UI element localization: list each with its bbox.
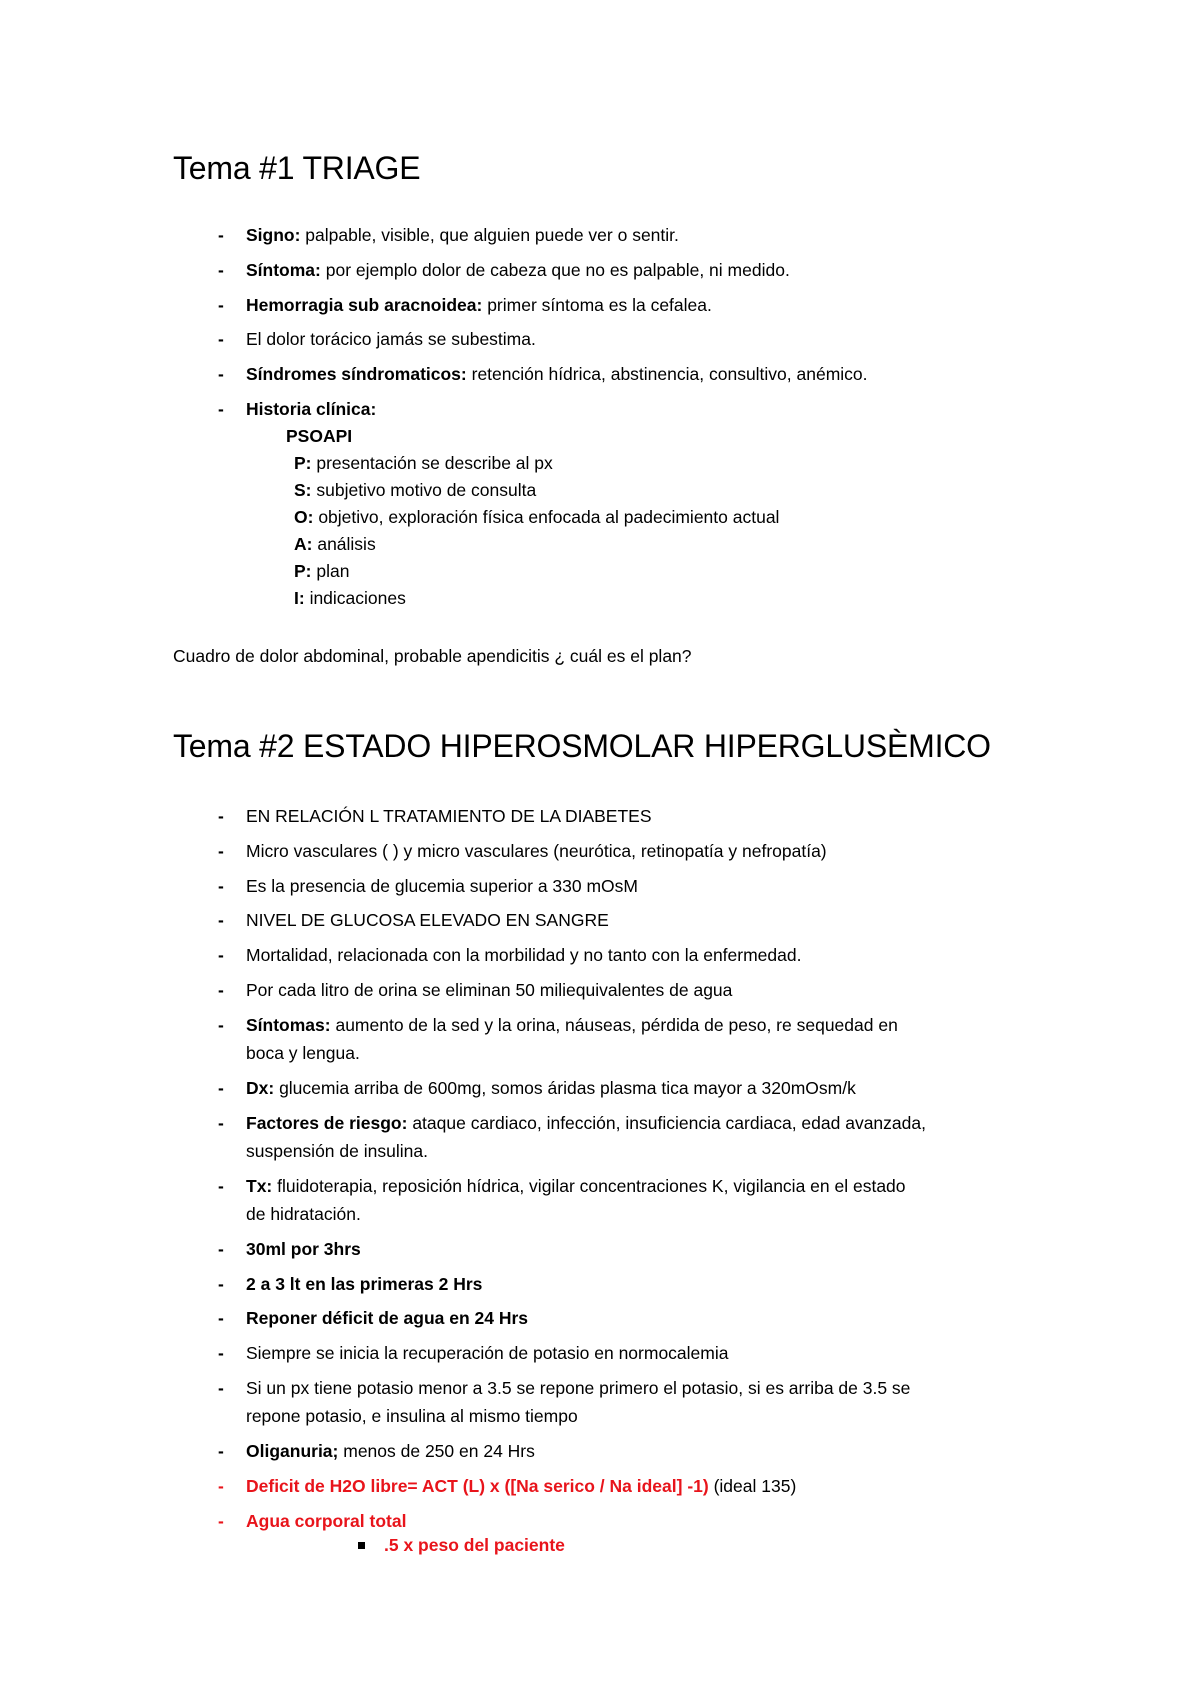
dash-bullet: - — [218, 1308, 224, 1328]
dash-bullet: - — [218, 910, 224, 930]
dash-bullet: - — [218, 1015, 224, 1035]
psoapi-item-p: P: presentación se describe al px — [294, 453, 553, 473]
dash-bullet: - — [218, 364, 224, 384]
tema2-sub-bullet: .5 x peso del paciente — [384, 1535, 565, 1555]
tema2-bullet-7: - Síntomas: aumento de la sed y la orina, náuseas, pérdida de peso, re sequedad en boca y lengua. — [218, 1011, 1018, 1067]
tema1-heading: Tema #1 TRIAGE — [173, 150, 421, 186]
dash-bullet: - — [218, 841, 224, 861]
dash-bullet: - — [218, 945, 224, 965]
dash-bullet: - — [218, 225, 224, 245]
psoapi-item-p2: P: plan — [294, 561, 350, 581]
square-bullet-icon — [358, 1542, 365, 1549]
tema2-heading: Tema #2 ESTADO HIPEROSMOLAR HIPERGLUSÈMICO — [173, 728, 991, 764]
dash-bullet: - — [218, 806, 224, 826]
tema2-bullet-10: - Tx: fluidoterapia, reposición hídrica, vigilar concentraciones K, vigilancia en el estado de hidratación. — [218, 1172, 1018, 1228]
dash-bullet: - — [218, 260, 224, 280]
tema2-bullet-15: - Si un px tiene potasio menor a 3.5 se repone primero el potasio, si es arriba de 3.5 se repone potasio, e insulina al mismo tiempo — [218, 1374, 1018, 1430]
dash-bullet: - — [218, 1176, 224, 1196]
dash-bullet: - — [218, 1113, 224, 1133]
dash-bullet: - — [218, 1239, 224, 1259]
dash-bullet: - — [218, 1378, 224, 1398]
document-page: Tema #1 TRIAGE - Signo: palpable, visible, que alguien puede ver o sentir. - Síntoma: por ejemplo dolor de cabeza que no es palpable, ni medido. - Hemorragia sub aracnoidea: primer síntoma es la cefalea. - El dolor torácico jamás se subestima. - Síndromes síndromaticos: retención hídrica, abstinencia, consultivo, anémico. - Historia clínica: PSOAPI P: presentación se describe al px S: subjetivo motivo de consulta O: objetivo, exploración física enfocada al padecimiento actual A: análisis P: plan I: indicaciones Cuadro de dolor abdominal, probable apendicitis ¿ cuál es el plan? Tema #2 ESTADO HIPEROSMOLAR HIPERGLUSÈMICO - EN RELACIÓN L TRATAMIENTO DE LA DIABETES - Micro vasculares ( ) y micro vasculares (neurótica, retinopatía y nefropatía) - Es la presencia de glucemia superior a 330 mOsM - NIVEL DE GLUCOSA ELEVADO EN SANGRE - Mortalidad, relacionada con la morbilidad y no tanto con la enfermedad. - Por cada litro de orina se eliminan 50 miliequivalentes de agua - Síntomas: aumento de la sed y la orina, náuseas, pérdida de peso, re sequedad en boca y lengua. - Dx: glucemia arriba de 600mg, somos áridas plasma tica mayor a 320mOsm/k - Factores de riesgo: ataque cardiaco, infección, insuficiencia cardiaca, edad avanzada, suspensión de insulina. - Tx: fluidoterapia, reposición hídrica, vigilar concentraciones K, vigilancia en el estado de hidratación. - 30ml por 3hrs - 2 a 3 lt en las primeras 2 Hrs - Reponer déficit de agua en 24 Hrs - Siempre se inicia la recuperación de potasio en normocalemia - Si un px tiene potasio menor a 3.5 se repone primero el potasio, si es arriba de 3.5 se repone potasio, e insulina al mismo tiempo - Oliganuria; menos de 250 en 24 Hrs - Deficit de H2O libre= ACT (L) x ([Na serico / Na ideal] -1) (ideal 135) - Agua corporal total .5 x peso del paciente — [0, 0, 1200, 1698]
dash-bullet: - — [218, 295, 224, 315]
psoapi-item-o: O: objetivo, exploración física enfocada al padecimiento actual — [294, 507, 780, 527]
dash-bullet: - — [218, 1441, 224, 1461]
dash-bullet: - — [218, 399, 224, 419]
dash-bullet: - — [218, 1078, 224, 1098]
dash-bullet: - — [218, 1274, 224, 1294]
dash-bullet: - — [218, 329, 224, 349]
psoapi-item-s: S: subjetivo motivo de consulta — [294, 480, 537, 500]
psoapi-item-i: I: indicaciones — [294, 588, 406, 608]
dash-bullet: - — [218, 876, 224, 896]
tema1-closing-question: Cuadro de dolor abdominal, probable apendicitis ¿ cuál es el plan? — [173, 646, 692, 666]
psoapi-title: PSOAPI — [286, 426, 353, 446]
dash-bullet: - — [218, 1343, 224, 1363]
psoapi-item-a: A: análisis — [294, 534, 376, 554]
dash-bullet: - — [218, 1476, 224, 1496]
tema2-bullet-9: - Factores de riesgo: ataque cardiaco, infección, insuficiencia cardiaca, edad avanzada, suspensión de insulina. — [218, 1109, 1018, 1165]
dash-bullet: - — [218, 980, 224, 1000]
dash-bullet: - — [218, 1511, 224, 1531]
